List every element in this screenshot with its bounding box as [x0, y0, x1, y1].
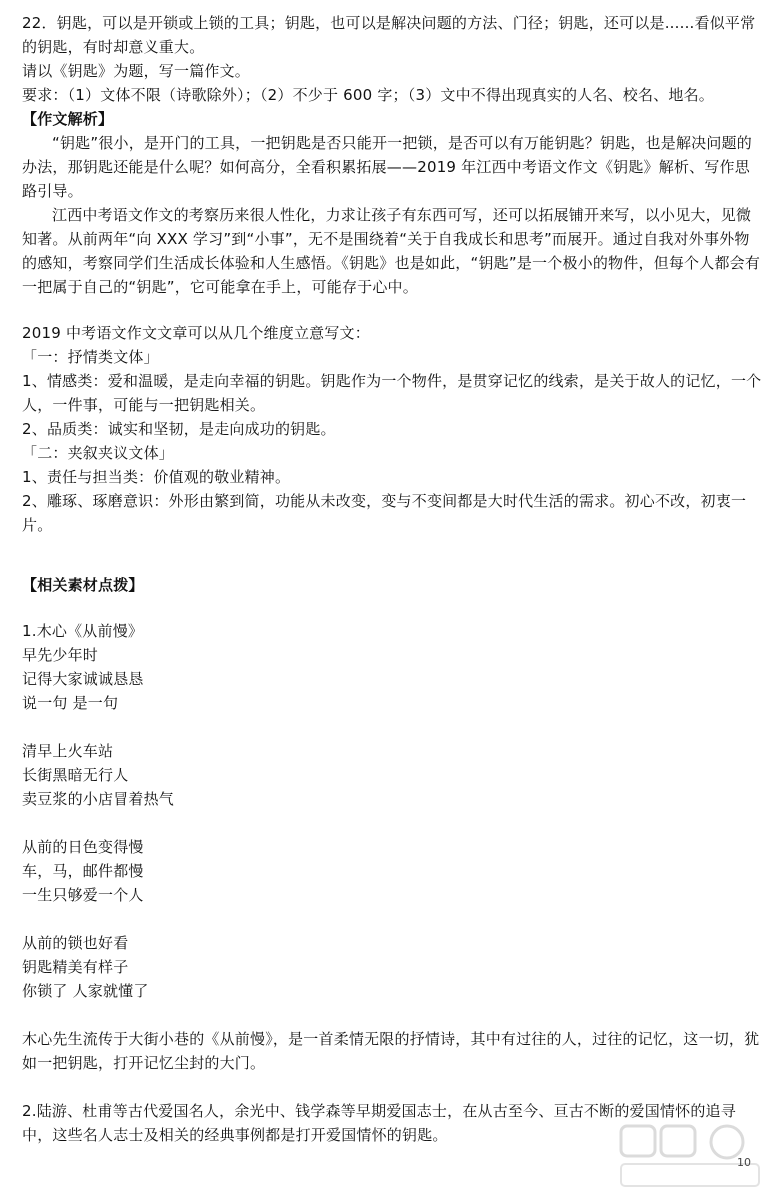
poem-line: 一生只够爱一个人 [22, 886, 144, 904]
poem-line: 从前的日色变得慢 [22, 838, 144, 856]
dimension-group-1-item-2: 2、品质类：诚实和坚韧，是走向成功的钥匙。 [22, 420, 336, 438]
stanza-break [22, 811, 762, 835]
poem [22, 643, 762, 1003]
analysis-paragraph-2: 江西中考语文作文的考察历来很人性化，力求让孩子有东西可写，还可以拓展铺开来写，以小见大，见微知著。从前两年“向 XXX 学习”到“小事”，无不是围绕着“关于自我成长和思考”而展开。通过自我对外事外物的感知，考察同学们生活成长体验和人生感悟。《钥匙》也是如此，“钥匙”是一个极小的物件，但每个人都会有一把属于自己的“钥匙”，它可能拿在手上，可能存于心中。 [22, 206, 761, 296]
poem-line: 说一句 是一句 [22, 694, 119, 712]
spacer [22, 1003, 762, 1027]
dimensions-intro: 2019 中考语文作文文章可以从几个维度立意写文： [22, 324, 370, 342]
analysis-heading: 【作文解析】 [22, 110, 114, 128]
spacer [22, 1075, 762, 1099]
document-page [22, 11, 762, 1147]
poem-line: 清早上火车站 [22, 742, 114, 760]
poem-line: 从前的锁也好看 [22, 934, 129, 952]
materials-heading: 【相关素材点拨】 [22, 576, 144, 594]
material-item-2: 2.陆游、杜甫等古代爱国名人，余光中、钱学森等早期爱国志士，在从古至今、亘古不断的爱国情怀的追寻中，这些名人志士及相关的经典事例都是打开爱国情怀的钥匙。 [22, 1102, 736, 1144]
dimension-group-2-item-2: 2、雕琢、琢磨意识：外形由繁到简，功能从未改变，变与不变间都是大时代生活的需求。初心不改，初衷一片。 [22, 492, 747, 534]
poem-line: 长街黑暗无行人 [22, 766, 129, 784]
poem-line: 你锁了 人家就懂了 [22, 982, 149, 1000]
poem-line: 钥匙精美有样子 [22, 958, 129, 976]
poem-commentary: 木心先生流传于大街小巷的《从前慢》，是一首柔情无限的抒情诗，其中有过往的人，过往的记忆，这一切，犹如一把钥匙，打开记忆尘封的大门。 [22, 1030, 760, 1072]
poem-title: 1.木心《从前慢》 [22, 622, 144, 640]
stanza-break [22, 907, 762, 931]
spacer [22, 299, 762, 321]
dimension-group-2-title: 「二：夹叙夹议文体」 [22, 444, 175, 462]
poem-line: 车，马，邮件都慢 [22, 862, 144, 880]
poem-line: 早先少年时 [22, 646, 99, 664]
question-prompt: 22．钥匙，可以是开锁或上锁的工具；钥匙，也可以是解决问题的方法、门径；钥匙，还可以是......看似平常的钥匙，有时却意义重大。 [22, 14, 756, 56]
page-number: 10 [737, 1156, 751, 1169]
stanza-break [22, 715, 762, 739]
dimension-group-1-item-1: 1、情感类：爱和温暖，是走向幸福的钥匙。钥匙作为一个物件，是贯穿记忆的线索，是关于故人的记忆，一个人，一件事，可能与一把钥匙相关。 [22, 372, 762, 414]
dimension-group-2-item-1: 1、责任与担当类：价值观的敬业精神。 [22, 468, 291, 486]
analysis-paragraph-1: “钥匙”很小，是开门的工具，一把钥匙是否只能开一把锁，是否可以有万能钥匙？钥匙，也是解决问题的办法，那钥匙还能是什么呢？如何高分，全看积累拓展——2019 年江西中考语文作文《钥匙》解析、写作思路引导。 [22, 134, 752, 200]
poem-line: 卖豆浆的小店冒着热气 [22, 790, 175, 808]
poem-line: 记得大家诚诚恳恳 [22, 670, 144, 688]
spacer [22, 537, 762, 573]
question-instruction: 请以《钥匙》为题，写一篇作文。 [22, 62, 251, 80]
question-requirements: 要求：（1）文体不限（诗歌除外）；（2）不少于 600 字；（3）文中不得出现真实的人名、校名、地名。 [22, 86, 715, 104]
spacer [22, 597, 762, 619]
dimension-group-1-title: 「一：抒情类文体」 [22, 348, 159, 366]
